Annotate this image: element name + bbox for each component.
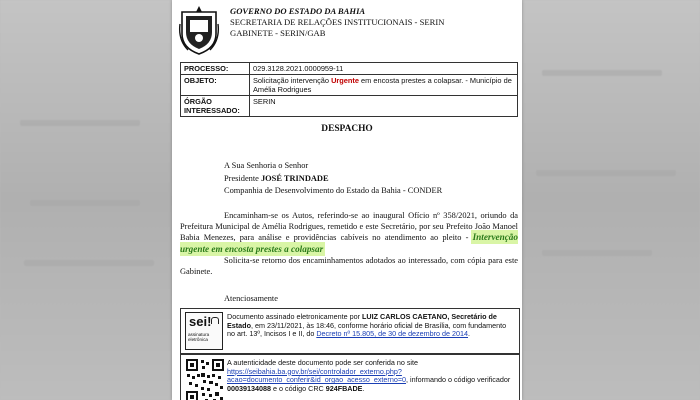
table-row <box>181 96 518 117</box>
blurred-text-line <box>542 70 662 76</box>
coat-of-arms-icon <box>178 4 220 56</box>
signature-end: . <box>468 329 471 339</box>
blurred-text-line <box>24 260 154 266</box>
decree-link[interactable]: Decreto nº 15.805, de 30 de dezembro de 2014 <box>316 329 469 339</box>
signature-text <box>227 313 515 339</box>
document-title: DESPACHO <box>321 124 373 134</box>
crc-prefix: e o código CRC <box>270 383 326 393</box>
signature-prefix: Documento assinado eletronicamente por <box>227 312 363 321</box>
seal-subtitle: assinatura eletrônica <box>188 332 210 342</box>
header-government-line: GOVERNO DO ESTADO DA BAHIA <box>230 6 366 16</box>
lock-icon <box>211 317 219 324</box>
verifier-code: 00039134088 <box>227 383 271 393</box>
verification-link[interactable]: https://seibahia.ba.gov.br/sei/controlador_externo.php?acao=documento_conferir&id_orgao_acesso_externo=0 <box>227 366 407 385</box>
body-paragraph-text: Encaminham-se os Autos, referindo-se ao inaugural Ofício nº 358/2021, oriundo da Prefeitura Municipal de Amélia Rodrigues, remetido e este Secretário, por seu Prefeito João Manoel Babia Menezes, para análise e providências cabíveis no atendimento ao pleito - <box>180 211 518 243</box>
processo-value: 029.3128.2021.0000959-11 <box>250 63 518 75</box>
verification-text <box>227 359 515 393</box>
seal-logo-text: sei! <box>189 314 212 329</box>
blurred-background-right <box>522 0 700 400</box>
sei-signature-seal-icon <box>185 312 223 350</box>
signer-role: , Secretário de Estado <box>227 312 497 330</box>
closing-text: Atenciosamente <box>224 294 278 303</box>
blurred-text-line <box>542 250 652 256</box>
objeto-label: OBJETO: <box>181 75 250 96</box>
crc-code: 924FBADE <box>325 383 363 393</box>
table-row <box>181 63 518 75</box>
body-paragraph: Solicita-se retorno dos encaminhamentos adotados ao interessado, com cópia para este Gabinete. <box>180 255 518 277</box>
process-info-table <box>180 62 518 117</box>
addressee-name: JOSÉ TRINDADE <box>260 173 329 183</box>
verification-end: . <box>362 383 365 393</box>
addressee-title: Presidente <box>224 173 261 183</box>
signer-name: LUIZ CARLOS CAETANO <box>362 312 448 321</box>
blurred-text-line <box>30 200 140 206</box>
addressee-line: Companhia de Desenvolvimento do Estado da Bahia - CONDER <box>224 186 443 196</box>
verification-box <box>180 354 520 400</box>
verification-intro: A autenticidade deste documento pode ser conferida no site <box>227 358 418 367</box>
document-header <box>178 2 518 58</box>
processo-label: PROCESSO: <box>181 63 250 75</box>
highlighted-request: Intervenção urgente em encosta prestes a colapsar <box>180 232 518 254</box>
document-body <box>180 210 518 277</box>
verification-mid: , informando o código verificador <box>406 375 511 385</box>
signature-details: , em 23/11/2021, às 18:46, conforme horário oficial de Brasília, com fundamento no art. 13º, Incisos I e II, do <box>227 320 507 339</box>
addressee-line: A Sua Senhoria o Senhor <box>224 161 309 170</box>
table-row <box>181 75 518 96</box>
objeto-value <box>250 75 518 96</box>
blurred-text-line <box>536 170 676 176</box>
header-cabinet-line: GABINETE - SERIN/GAB <box>230 28 326 38</box>
urgent-word: Urgente <box>331 76 359 85</box>
qr-code-icon <box>185 358 225 400</box>
orgao-value: SERIN <box>250 96 518 117</box>
blurred-background-left <box>0 0 172 400</box>
orgao-label: ÓRGÃO INTERESSADO: <box>181 96 250 117</box>
objeto-text-rest: em encosta prestes a colapsar. - Município de Amélia Rodrigues <box>253 76 512 94</box>
blurred-text-line <box>20 120 140 126</box>
addressee-line <box>224 173 442 186</box>
electronic-signature-box <box>180 308 520 354</box>
addressee-block <box>224 160 442 198</box>
document-page <box>172 0 522 400</box>
body-paragraph <box>180 210 518 255</box>
header-secretariat-line: SECRETARIA DE RELAÇÕES INSTITUCIONAIS - SERIN <box>230 17 445 27</box>
objeto-text: Solicitação intervenção <box>253 76 332 85</box>
